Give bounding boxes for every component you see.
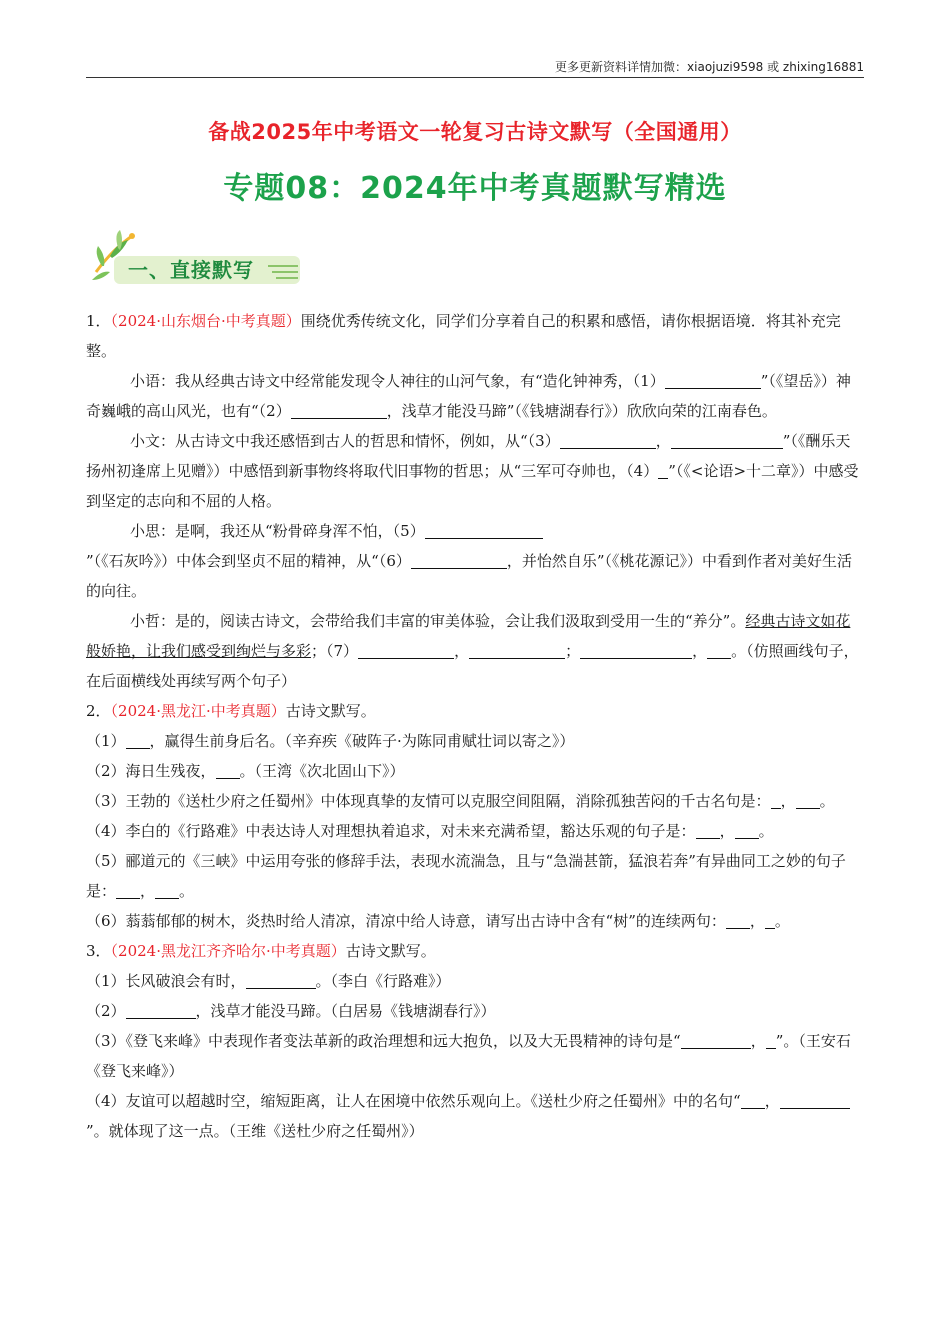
answer-blank[interactable] <box>116 880 140 899</box>
dialogue-xiaowen: 小文：从古诗文中我还感悟到古人的哲思和情怀，例如，从“（3） ， ”（《酬乐天扬州初逢席上见赠》）中感悟到新事物终将取代旧事物的哲思；从“三军可夺帅也，（4） ”（《<论语>十二章》）中感受到坚定的志向和不屈的人格。 <box>86 432 859 510</box>
underlined-sentence: 经典古诗文如花般娇艳，让我们感受到绚烂与多彩 <box>86 612 851 660</box>
answer-blank[interactable] <box>780 1090 850 1109</box>
question-source: （2024·山东烟台·中考真题） <box>110 312 301 330</box>
document-body <box>86 306 864 1146</box>
main-title: 备战2025年中考语文一轮复习古诗文默写（全国通用） <box>208 120 742 144</box>
question-3-item-1: （1）长风破浪会有时， 。（李白《行路难》） <box>86 972 451 990</box>
answer-blank[interactable] <box>358 640 454 659</box>
question-2-item-2: （2）海日生残夜， 。（王湾《次北固山下》） <box>86 762 405 780</box>
answer-blank[interactable] <box>741 1090 765 1109</box>
answer-blank[interactable] <box>765 910 775 929</box>
answer-blank[interactable] <box>735 820 759 839</box>
question-2-item-1: （1） ，赢得生前身后名。（辛弃疾《破阵子·为陈同甫赋壮词以寄之》） <box>86 732 575 750</box>
question-source: （2024·黑龙江齐齐哈尔·中考真题） <box>110 942 346 960</box>
answer-blank[interactable] <box>425 520 543 539</box>
question-2-item-3: （3）王勃的《送杜少府之任蜀州》中体现真挚的友情可以克服空间阻隔，消除孤独苦闷的千古名句是： ， 。 <box>86 792 835 810</box>
question-source: （2024·黑龙江·中考真题） <box>110 702 286 720</box>
answer-blank[interactable] <box>469 640 565 659</box>
question-3: 3．（2024·黑龙江齐齐哈尔·中考真题）古诗文默写。 <box>86 942 436 960</box>
header-divider <box>86 77 864 78</box>
answer-blank[interactable] <box>411 550 507 569</box>
answer-blank[interactable] <box>216 760 240 779</box>
answer-blank[interactable] <box>771 790 781 809</box>
answer-blank[interactable] <box>766 1030 776 1049</box>
answer-blank[interactable] <box>726 910 750 929</box>
question-2-item-4: （4）李白的《行路难》中表达诗人对理想执着追求，对未来充满希望，豁达乐观的句子是： ， 。 <box>86 822 774 840</box>
question-2-item-6: （6）蓊蓊郁郁的树木，炎热时给人清凉，清凉中给人诗意，请写出古诗中含有“树”的连续两句： ， 。 <box>86 912 790 930</box>
answer-blank[interactable] <box>580 640 692 659</box>
question-2-item-5: （5）郦道元的《三峡》中运用夸张的修辞手法，表现水流湍急，且与“急湍甚箭，猛浪若奔”有异曲同工之妙的句子是： ， 。 <box>86 852 846 900</box>
section-title: 一、直接默写 <box>128 258 254 282</box>
answer-blank[interactable] <box>665 370 761 389</box>
question-3-item-2: （2） ，浅草才能没马蹄。（白居易《钱塘湖春行》） <box>86 1002 496 1020</box>
answer-blank[interactable] <box>126 1000 196 1019</box>
section-header <box>88 228 308 288</box>
answer-blank[interactable] <box>681 1030 751 1049</box>
dialogue-xiaozhe: 小哲：是的，阅读古诗文，会带给我们丰富的审美体验，会让我们汲取到受用一生的“养分”。经典古诗文如花般娇艳，让我们感受到绚烂与多彩；（7） ， ； ， 。（仿照画线句子，在后面横线处再续写两个句子） <box>86 612 859 690</box>
question-1: 1．（2024·山东烟台·中考真题）围绕优秀传统文化，同学们分享着自己的积累和感悟，请你根据语境．将其补充完整。 <box>86 312 841 360</box>
answer-blank[interactable] <box>126 730 150 749</box>
question-3-item-4: （4）友谊可以超越时空，缩短距离，让人在困境中依然乐观向上。《送杜少府之任蜀州》中的名句“ ，”。就体现了这一点。（王维《送杜少府之任蜀州》） <box>86 1086 864 1146</box>
answer-blank[interactable] <box>560 430 656 449</box>
dialogue-xiaoyu: 小语：我从经典古诗文中经常能发现令人神往的山河气象，有“造化钟神秀，（1） ”（《望岳》）神奇巍峨的高山风光，也有“（2） ，浅草才能没马蹄”（《钱塘湖春行》）欣欣向荣的江南春色。 <box>86 372 851 420</box>
dialogue-xiaosi: 小思：是啊，我还从“粉骨碎身浑不怕，（5）”（《石灰吟》）中体会到坚贞不屈的精神，从“（6） ，并怡然自乐”（《桃花源记》）中看到作者对美好生活的向往。 <box>86 522 853 600</box>
answer-blank[interactable] <box>707 640 731 659</box>
answer-blank[interactable] <box>696 820 720 839</box>
answer-blank[interactable] <box>246 970 316 989</box>
question-3-item-3: （3）《登飞来峰》中表现作者变法革新的政治理想和远大抱负，以及大无畏精神的诗句是“ ， ”。（王安石《登飞来峰》） <box>86 1032 851 1080</box>
question-2: 2．（2024·黑龙江·中考真题）古诗文默写。 <box>86 702 376 720</box>
answer-blank[interactable] <box>155 880 179 899</box>
answer-blank[interactable] <box>291 400 387 419</box>
answer-blank[interactable] <box>658 460 668 479</box>
answer-blank[interactable] <box>796 790 820 809</box>
topic-title: 专题08：2024年中考真题默写精选 <box>223 171 727 206</box>
answer-blank[interactable] <box>671 430 783 449</box>
header-note: 更多更新资料详情加微：xiaojuzi9598 或 zhixing16881 <box>555 60 864 74</box>
